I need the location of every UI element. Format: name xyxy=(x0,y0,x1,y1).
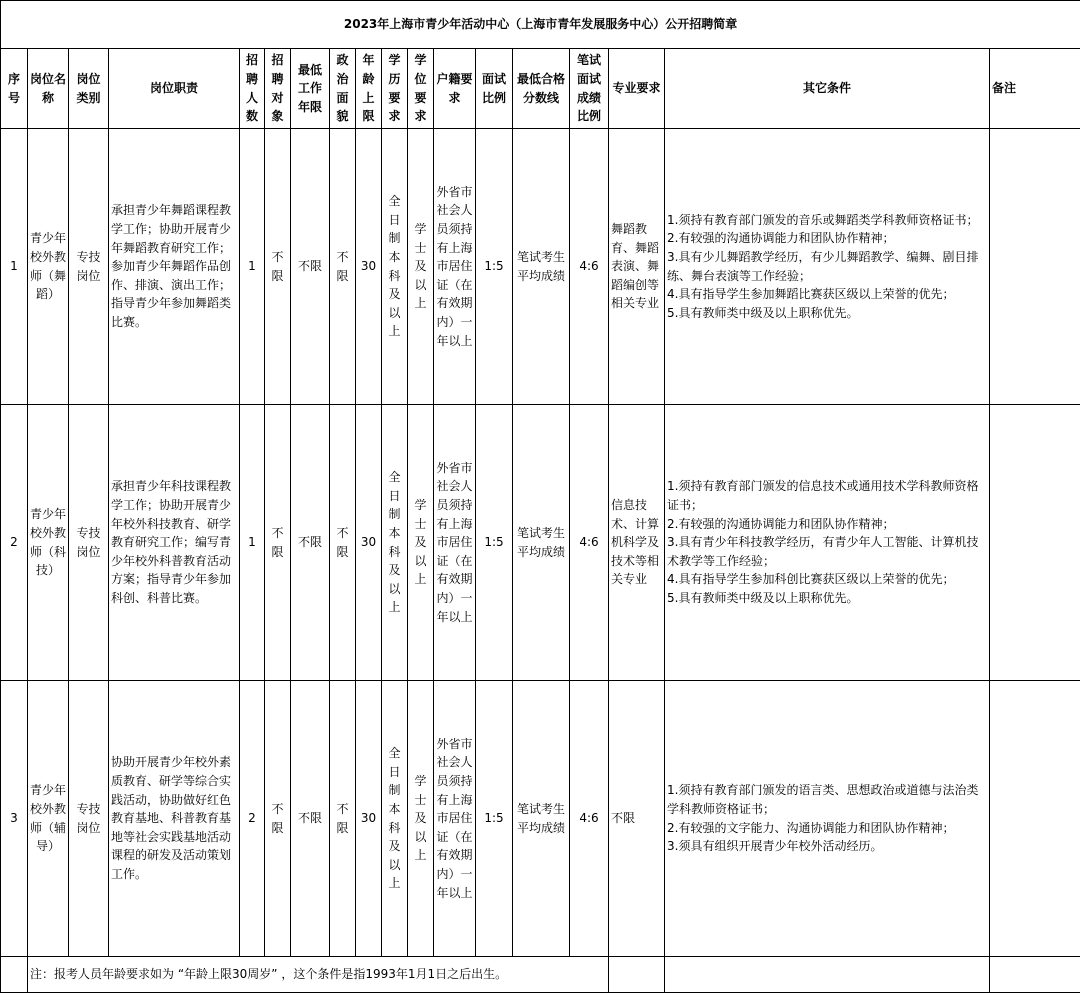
other-line: 3.具有少儿舞蹈教学经历，有少儿舞蹈教学、编舞、剧目排练、舞台表演等工作经验； xyxy=(667,248,987,285)
other-line: 1.须持有教育部门颁发的信息技术或通用技术学科教师资格证书； xyxy=(667,477,987,514)
other-line: 1.须持有教育部门颁发的音乐或舞蹈类学科教师资格证书； xyxy=(667,211,987,230)
table-row xyxy=(1,681,1080,957)
table-row xyxy=(1,405,1080,681)
cell-duty: 承担青少年舞蹈课程教学工作；协助开展青少年舞蹈教育研究工作；参加青少年舞蹈作品创作、排演、演出工作；指导青少年参加舞蹈类比赛。 xyxy=(109,129,240,405)
cell-politics: 不限 xyxy=(330,405,356,681)
note-blank-cell xyxy=(665,957,990,993)
cell-post-name: 青少年校外教师（科技） xyxy=(28,405,69,681)
cell-seq: 2 xyxy=(1,405,28,681)
cell-education: 全日制本科及以上 xyxy=(382,405,408,681)
cell-post-type: 专技岗位 xyxy=(69,405,109,681)
header-work-years: 最低工作年限 xyxy=(291,49,330,129)
cell-other xyxy=(665,129,990,405)
cell-min-score: 笔试考生平均成绩 xyxy=(513,681,570,957)
other-line: 3.须具有组织开展青少年校外活动经历。 xyxy=(667,837,987,856)
cell-count: 2 xyxy=(240,681,265,957)
cell-hukou: 外省市社会人员须持有上海市居住证（在有效期内）一年以上 xyxy=(434,681,476,957)
cell-major: 信息技术、计算机科学及技术等相关专业 xyxy=(609,405,665,681)
cell-other xyxy=(665,405,990,681)
cell-politics: 不限 xyxy=(330,681,356,957)
cell-target: 不限 xyxy=(265,129,291,405)
cell-degree: 学士及以上 xyxy=(408,129,434,405)
note-row xyxy=(1,957,1080,993)
cell-post-type: 专技岗位 xyxy=(69,681,109,957)
header-other: 其它条件 xyxy=(665,49,990,129)
note-blank-cell xyxy=(1,957,28,993)
cell-degree: 学士及以上 xyxy=(408,681,434,957)
other-line: 4.具有指导学生参加舞蹈比赛获区级以上荣誉的优先； xyxy=(667,285,987,304)
cell-other xyxy=(665,681,990,957)
cell-remark xyxy=(990,681,1080,957)
cell-min-score: 笔试考生平均成绩 xyxy=(513,405,570,681)
cell-remark xyxy=(990,129,1080,405)
other-line: 3.具有青少年科技教学经历，有青少年人工智能、计算机技术教学等工作经验； xyxy=(667,533,987,570)
header-duty: 岗位职责 xyxy=(109,49,240,129)
cell-degree: 学士及以上 xyxy=(408,405,434,681)
page-title: 2023年上海市青少年活动中心（上海市青年发展服务中心）公开招聘简章 xyxy=(1,1,1080,49)
cell-politics: 不限 xyxy=(330,129,356,405)
header-min-score: 最低合格分数线 xyxy=(513,49,570,129)
cell-hukou: 外省市社会人员须持有上海市居住证（在有效期内）一年以上 xyxy=(434,129,476,405)
header-hukou: 户籍要求 xyxy=(434,49,476,129)
cell-education: 全日制本科及以上 xyxy=(382,129,408,405)
cell-major: 不限 xyxy=(609,681,665,957)
header-row xyxy=(1,49,1080,129)
header-education: 学历要求 xyxy=(382,49,408,129)
header-politics: 政治面貌 xyxy=(330,49,356,129)
other-line: 5.具有教师类中级及以上职称优先。 xyxy=(667,589,987,608)
header-target: 招聘对象 xyxy=(265,49,291,129)
cell-target: 不限 xyxy=(265,405,291,681)
note-blank-cell xyxy=(609,957,665,993)
header-post-type: 岗位类别 xyxy=(69,49,109,129)
cell-hukou: 外省市社会人员须持有上海市居住证（在有效期内）一年以上 xyxy=(434,405,476,681)
cell-min-score: 笔试考生平均成绩 xyxy=(513,129,570,405)
cell-count: 1 xyxy=(240,405,265,681)
cell-score-ratio: 4:6 xyxy=(570,405,609,681)
header-age: 年龄上限 xyxy=(356,49,382,129)
cell-age: 30 xyxy=(356,681,382,957)
cell-target: 不限 xyxy=(265,681,291,957)
note-blank-cell xyxy=(990,957,1080,993)
cell-work-years: 不限 xyxy=(291,129,330,405)
other-line: 2.有较强的沟通协调能力和团队协作精神； xyxy=(667,229,987,248)
cell-duty: 承担青少年科技课程教学工作；协助开展青少年校外科技教育、研学教育研究工作；编写青少年校外科普教育活动方案；指导青少年参加科创、科普比赛。 xyxy=(109,405,240,681)
cell-score-ratio: 4:6 xyxy=(570,681,609,957)
cell-age: 30 xyxy=(356,129,382,405)
cell-post-type: 专技岗位 xyxy=(69,129,109,405)
footnote: 注：报考人员年龄要求如为 “年龄上限30周岁” ，这个条件是指1993年1月1日之后出生。 xyxy=(28,957,609,993)
cell-seq: 1 xyxy=(1,129,28,405)
cell-interview-ratio: 1:5 xyxy=(476,405,513,681)
cell-major: 舞蹈教育、舞蹈表演、舞蹈编创等相关专业 xyxy=(609,129,665,405)
other-line: 2.有较强的沟通协调能力和团队协作精神； xyxy=(667,515,987,534)
header-score-ratio: 笔试面试成绩比例 xyxy=(570,49,609,129)
cell-education: 全日制本科及以上 xyxy=(382,681,408,957)
cell-seq: 3 xyxy=(1,681,28,957)
title-row xyxy=(1,1,1080,49)
header-major: 专业要求 xyxy=(609,49,665,129)
header-degree: 学位要求 xyxy=(408,49,434,129)
cell-work-years: 不限 xyxy=(291,681,330,957)
header-remark: 备注 xyxy=(990,49,1080,129)
other-line: 4.具有指导学生参加科创比赛获区级以上荣誉的优先； xyxy=(667,570,987,589)
header-interview-ratio: 面试比例 xyxy=(476,49,513,129)
cell-interview-ratio: 1:5 xyxy=(476,129,513,405)
cell-interview-ratio: 1:5 xyxy=(476,681,513,957)
cell-duty: 协助开展青少年校外素质教育、研学等综合实践活动，协助做好红色教育基地、科普教育基地等社会实践基地活动课程的研发及活动策划工作。 xyxy=(109,681,240,957)
cell-work-years: 不限 xyxy=(291,405,330,681)
header-post-name: 岗位名称 xyxy=(28,49,69,129)
header-count: 招聘人数 xyxy=(240,49,265,129)
cell-post-name: 青少年校外教师（辅导） xyxy=(28,681,69,957)
other-line: 2.有较强的文字能力、沟通协调能力和团队协作精神； xyxy=(667,819,987,838)
cell-remark xyxy=(990,405,1080,681)
cell-score-ratio: 4:6 xyxy=(570,129,609,405)
other-line: 5.具有教师类中级及以上职称优先。 xyxy=(667,304,987,323)
header-seq: 序号 xyxy=(1,49,28,129)
cell-age: 30 xyxy=(356,405,382,681)
cell-count: 1 xyxy=(240,129,265,405)
cell-post-name: 青少年校外教师（舞蹈） xyxy=(28,129,69,405)
table-row xyxy=(1,129,1080,405)
other-line: 1.须持有教育部门颁发的语言类、思想政治或道德与法治类学科教师资格证书； xyxy=(667,781,987,818)
